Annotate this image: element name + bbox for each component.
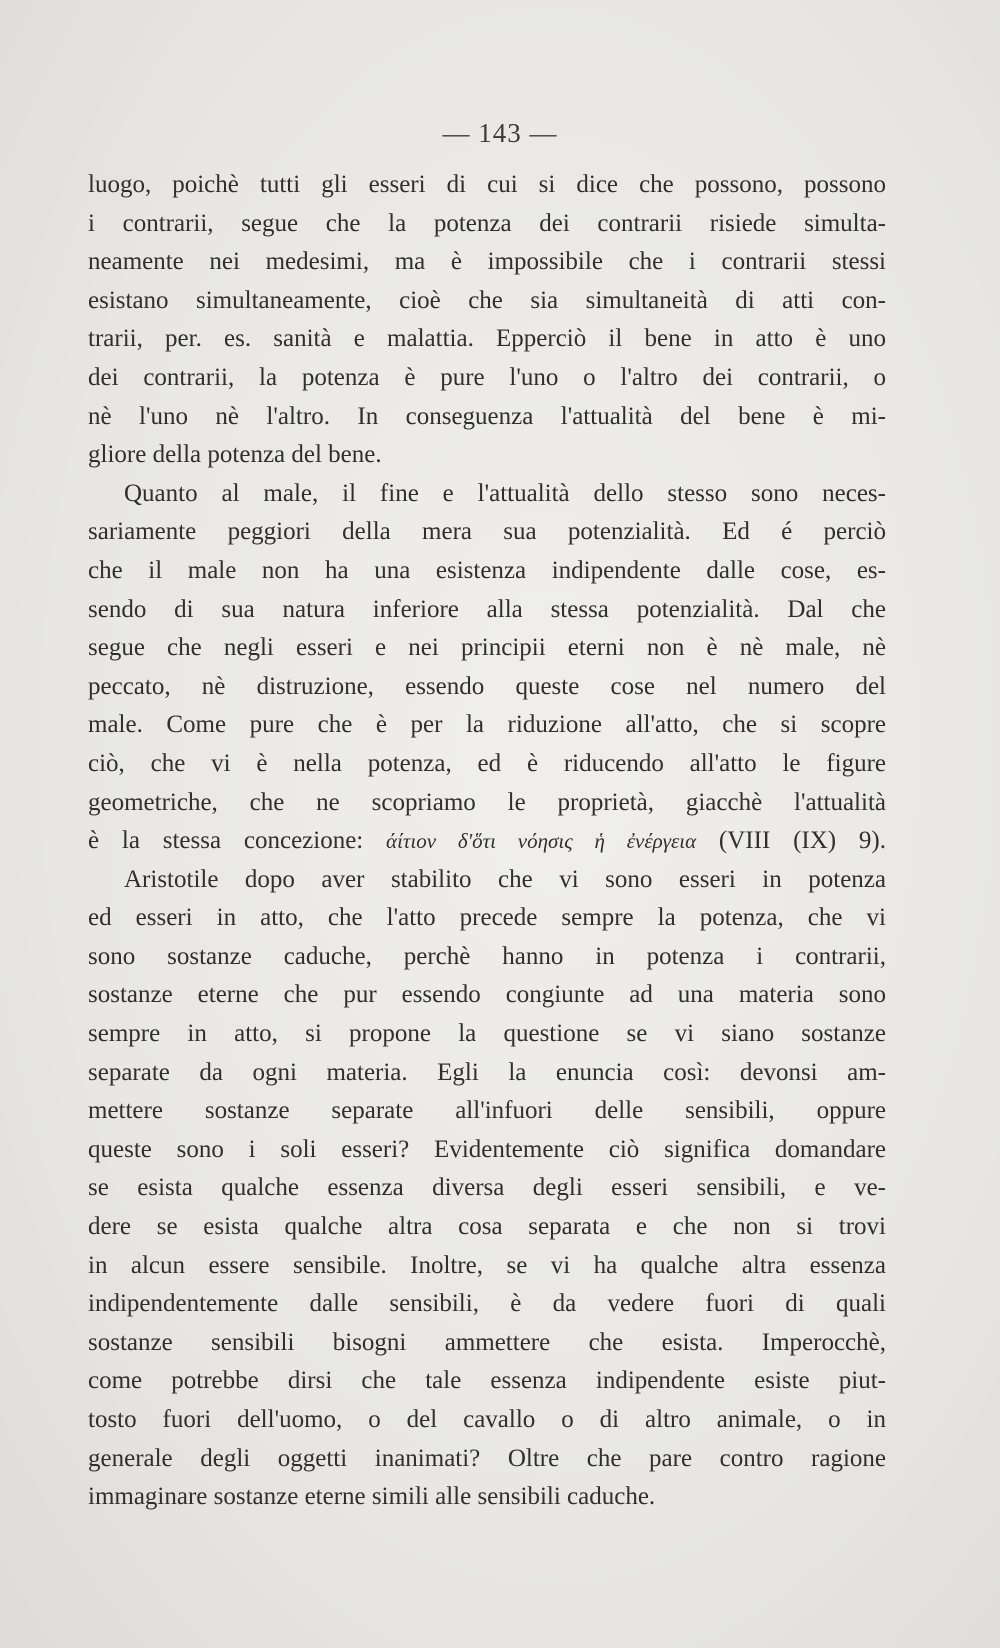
greek-quotation: άίτιον δ'ὅτι νόησις ἡ ἐνέργεια — [386, 829, 697, 854]
text-line: in alcun essere sensibile. Inoltre, se vi ha qualche altra essenza — [88, 1251, 886, 1279]
text-line: indipendentemente dalle sensibili, è da vedere fuori di quali — [88, 1290, 886, 1318]
text-line: i contrarii, segue che la potenza dei contrarii risiede simulta- — [88, 209, 886, 237]
text-line: dere se esista qualche altra cosa separata e che non si trovi — [88, 1213, 886, 1241]
paragraph-start-line: Quanto al male, il fine e l'attualità dello stesso sono neces- — [124, 479, 886, 507]
text-line: come potrebbe dirsi che tale essenza indipendente esiste piut- — [88, 1367, 886, 1395]
text-line: dei contrarii, la potenza è pure l'uno o l'altro dei contrarii, o — [88, 363, 886, 391]
text-line: tosto fuori dell'uomo, o del cavallo o di altro animale, o in — [88, 1406, 886, 1433]
body-text — [88, 166, 886, 1517]
text-line: che il male non ha una esistenza indipendente dalle cose, es- — [88, 556, 886, 584]
text-line: ed esseri in atto, che l'atto precede sempre la potenza, che vi — [88, 904, 886, 932]
text-line: geometriche, che ne scopriamo le proprietà, giacchè l'attualità — [88, 788, 886, 816]
text-line: luogo, poichè tutti gli esseri di cui si dice che possono, possono — [88, 171, 886, 198]
text-line: se esista qualche essenza diversa degli esseri sensibili, e ve- — [88, 1174, 886, 1202]
text-line: male. Come pure che è per la riduzione all'atto, che si scopre — [88, 711, 886, 739]
citation-reference: (VIII (IX) 9). — [696, 827, 886, 855]
text-line: trarii, per. es. sanità e malattia. Epperciò il bene in atto è uno — [88, 325, 886, 353]
text-line: mettere sostanze separate all'infuori delle sensibili, oppure — [88, 1097, 886, 1125]
text-line: generale degli oggetti inanimati? Oltre che pare contro ragione — [88, 1444, 886, 1472]
text-line: sempre in atto, si propone la questione se vi siano sostanze — [88, 1020, 886, 1048]
text-line: neamente nei medesimi, ma è impossibile che i contrarii stessi — [88, 248, 886, 276]
text-line: nè l'uno nè l'altro. In conseguenza l'attualità del bene è mi- — [88, 402, 886, 430]
text-line: queste sono i soli esseri? Evidentemente ciò significa domandare — [88, 1135, 886, 1163]
text-line: immaginare sostanze eterne simili alle sensibili caduche. — [88, 1483, 656, 1511]
text-line: esistano simultaneamente, cioè che sia simultaneità di atti con- — [88, 286, 886, 314]
text-line: segue che negli esseri e nei principii eterni non è nè male, nè — [88, 634, 886, 662]
text-line: sono sostanze caduche, perchè hanno in potenza i contrarii, — [88, 942, 886, 970]
text-line: gliore della potenza del bene. — [88, 441, 382, 469]
text-line: sostanze eterne che pur essendo congiunte ad una materia sono — [88, 981, 886, 1009]
text-line: sendo di sua natura inferiore alla stessa potenzialità. Dal che — [88, 595, 886, 623]
paragraph-start-line: Aristotile dopo aver stabilito che vi sono esseri in potenza — [124, 865, 886, 893]
text-line: separate da ogni materia. Egli la enuncia così: devonsi am- — [88, 1058, 886, 1086]
text-line: peccato, nè distruzione, essendo queste cose nel numero del — [88, 672, 886, 700]
text-line: sariamente peggiori della mera sua potenzialità. Ed é perciò — [88, 518, 886, 546]
page-number: — 143 — — [442, 118, 558, 148]
text-line-with-greek — [88, 822, 886, 861]
text-before-greek: è la stessa concezione: — [88, 827, 387, 855]
text-line: sostanze sensibili bisogni ammettere che esista. Imperocchè, — [88, 1328, 886, 1356]
text-line: ciò, che vi è nella potenza, ed è riducendo all'atto le figure — [88, 749, 886, 777]
